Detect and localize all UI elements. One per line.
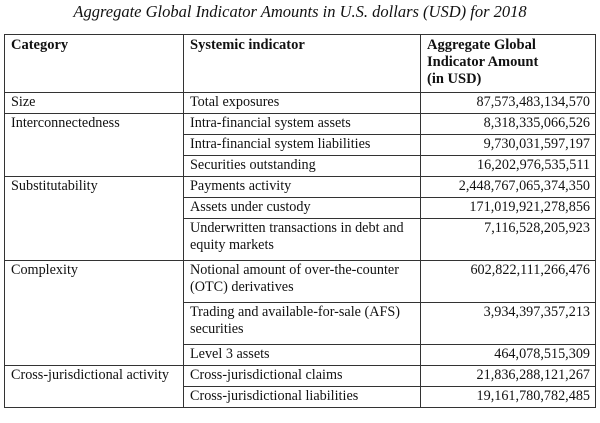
amount-cell: 16,202,976,535,511 (421, 156, 596, 177)
table-row (5, 93, 596, 114)
amount-cell: 8,318,335,066,526 (421, 114, 596, 135)
indicator-cell: Underwritten transactions in debt and equity markets (184, 219, 421, 261)
indicator-cell: Securities outstanding (184, 156, 421, 177)
indicator-cell: Total exposures (184, 93, 421, 114)
indicator-cell: Intra-financial system liabilities (184, 135, 421, 156)
header-category: Category (5, 35, 184, 93)
amount-cell: 602,822,111,266,476 (421, 261, 596, 303)
indicator-cell: Payments activity (184, 177, 421, 198)
table-row (5, 114, 596, 135)
amount-cell: 21,836,288,121,267 (421, 366, 596, 387)
indicator-cell: Assets under custody (184, 198, 421, 219)
header-amount-line1: Aggregate Global (427, 37, 536, 53)
table-row (5, 177, 596, 198)
category-cell: Cross-jurisdictional activity (5, 366, 184, 408)
indicator-cell: Intra-financial system assets (184, 114, 421, 135)
amount-cell: 171,019,921,278,856 (421, 198, 596, 219)
indicator-cell: Level 3 assets (184, 345, 421, 366)
amount-cell: 2,448,767,065,374,350 (421, 177, 596, 198)
indicator-cell: Cross-jurisdictional claims (184, 366, 421, 387)
amount-cell: 7,116,528,205,923 (421, 219, 596, 261)
table-row (5, 366, 596, 387)
amount-cell: 3,934,397,357,213 (421, 303, 596, 345)
category-cell: Complexity (5, 261, 184, 366)
indicator-cell: Notional amount of over-the-counter (OTC) derivatives (184, 261, 421, 303)
amount-cell: 87,573,483,134,570 (421, 93, 596, 114)
table-caption: Aggregate Global Indicator Amounts in U.S. dollars (USD) for 2018 (73, 2, 527, 21)
header-row (5, 35, 596, 93)
amount-cell: 464,078,515,309 (421, 345, 596, 366)
category-cell: Size (5, 93, 184, 114)
header-systemic-indicator: Systemic indicator (184, 35, 421, 93)
category-cell: Substitutability (5, 177, 184, 261)
indicator-cell: Trading and available-for-sale (AFS) securities (184, 303, 421, 345)
category-cell: Interconnectedness (5, 114, 184, 177)
header-amount (421, 35, 596, 93)
amount-cell: 9,730,031,597,197 (421, 135, 596, 156)
indicator-table (4, 34, 596, 408)
amount-cell: 19,161,780,782,485 (421, 387, 596, 408)
header-amount-line2: Indicator Amount (427, 54, 539, 70)
header-amount-line3: (in USD) (427, 71, 482, 87)
indicator-cell: Cross-jurisdictional liabilities (184, 387, 421, 408)
table-row (5, 261, 596, 303)
